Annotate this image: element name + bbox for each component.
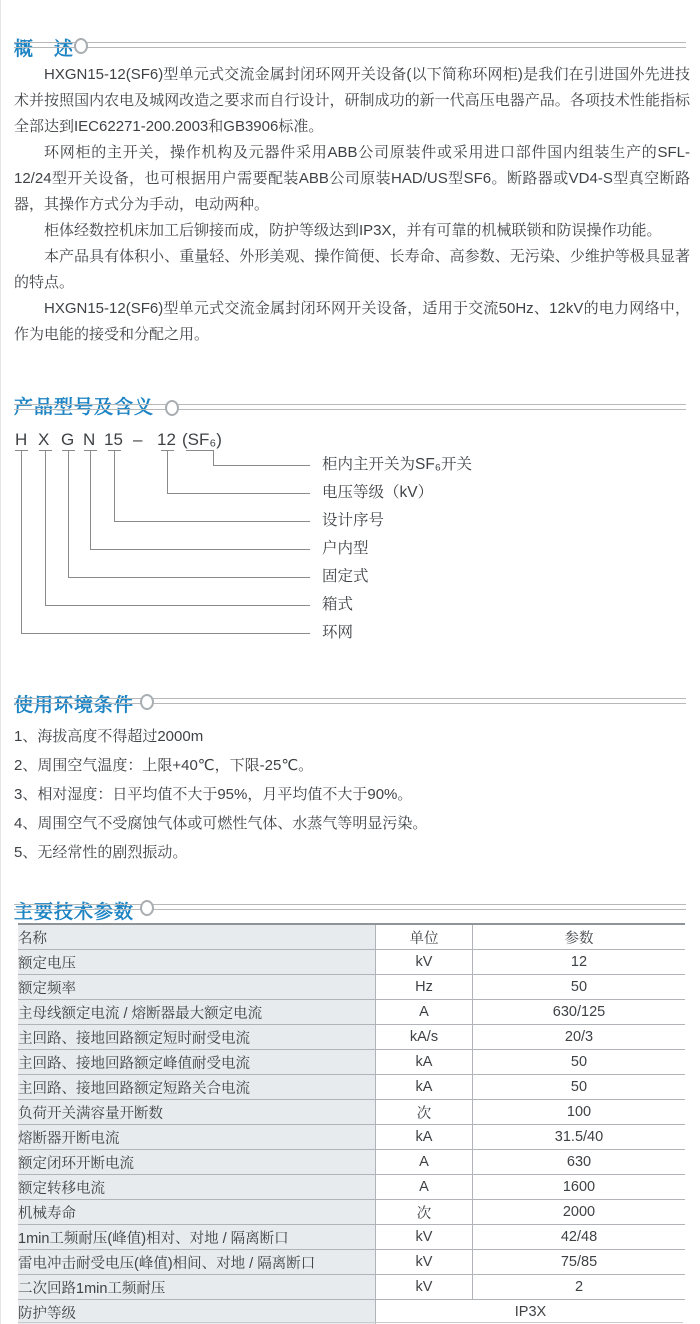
model-meaning-label: 设计序号 [322, 512, 385, 529]
param-value: 50 [473, 975, 686, 1000]
table-row-protection [18, 1300, 685, 1324]
parameters-section-title: 主要技术参数 [14, 901, 135, 923]
param-unit: kV [376, 950, 473, 975]
param-value: 1600 [473, 1175, 686, 1200]
param-name: 主回路、接地回路额定短路关合电流 [18, 1075, 376, 1100]
section-divider [14, 42, 686, 48]
param-value: 2000 [473, 1200, 686, 1225]
model-meaning-label: 固定式 [322, 568, 369, 585]
model-code-part: N [83, 430, 96, 449]
section-divider [14, 698, 686, 704]
param-name: 主回路、接地回路额定峰值耐受电流 [18, 1050, 376, 1075]
env-list-item: 4、周围空气不受腐蚀气体或可燃性气体、水蒸气等明显污染。 [14, 815, 428, 832]
divider-node-circle [165, 400, 179, 416]
env-list-item: 1、海拔高度不得超过2000m [14, 728, 204, 745]
param-name: 二次回路1min工频耐压 [18, 1275, 376, 1300]
paragraph: HXGN15-12(SF6)型单元式交流金属封闭环网开关设备(以下简称环网柜)是我们在引进国外先进技术并按照国内农电及城网改造之要求而自行设计，研制成功的新一代高压电器产品。各项技术性能指标全部达到IEC62271-200.2003和GB3906标准。 [14, 66, 690, 135]
model-meaning-label: 箱式 [322, 596, 354, 613]
param-unit: A [376, 1175, 473, 1200]
paragraph: 本产品具有体积小、重量轻、外形美观、操作简便、长寿命、高参数、无污染、少维护等极具显著的特点。 [14, 248, 690, 291]
param-value: 50 [473, 1050, 686, 1075]
table-row [18, 1150, 685, 1175]
param-unit: kV [376, 1225, 473, 1250]
model-code-part: 15 [104, 430, 123, 449]
connector-line [114, 521, 310, 522]
param-value: 75/85 [473, 1250, 686, 1275]
table-row [18, 1275, 685, 1300]
divider-node-circle [140, 900, 154, 916]
connector-line [68, 451, 69, 577]
param-name: 熔断器开断电流 [18, 1125, 376, 1150]
table-row [18, 1000, 685, 1025]
param-unit: 次 [376, 1200, 473, 1225]
connector-line [90, 451, 91, 549]
section-divider [14, 404, 686, 410]
environment-list [14, 722, 690, 867]
param-name: 额定电压 [18, 950, 376, 975]
model-code-part: X [38, 430, 50, 449]
param-value: 12 [473, 950, 686, 975]
model-meaning-label: 户内型 [322, 540, 369, 557]
connector-line [167, 493, 310, 494]
param-value: 42/48 [473, 1225, 686, 1250]
param-unit: kA [376, 1050, 473, 1075]
param-value: 630 [473, 1150, 686, 1175]
connector-line [90, 549, 310, 550]
connector-line [167, 451, 168, 493]
table-row [18, 1050, 685, 1075]
param-name: 防护等级 [18, 1300, 376, 1324]
overview-section-title: 概 述 [14, 38, 75, 60]
connector-line [114, 451, 115, 521]
param-name: 额定频率 [18, 975, 376, 1000]
param-value: 50 [473, 1075, 686, 1100]
model-meaning-label: 电压等级（kV） [322, 484, 434, 501]
param-unit: kA [376, 1125, 473, 1150]
env-list-item: 3、相对湿度：日平均值不大于95%，月平均值不大于90%。 [14, 786, 413, 803]
param-unit: Hz [376, 975, 473, 1000]
paragraph: HXGN15-12(SF6)型单元式交流金属封闭环网开关设备，适用于交流50Hz、12kV的电力网络中，作为电能的接受和分配之用。 [14, 300, 690, 343]
param-name: 主母线额定电流 / 熔断器最大额定电流 [18, 1000, 376, 1025]
param-value: 100 [473, 1100, 686, 1125]
parameters-table [18, 923, 685, 1324]
header-name: 名称 [18, 924, 376, 950]
connector-line [45, 451, 46, 605]
param-unit: kV [376, 1275, 473, 1300]
table-row [18, 1025, 685, 1050]
connector-line [213, 451, 214, 465]
connector-line [68, 577, 310, 578]
table-row [18, 950, 685, 975]
header-unit: 单位 [376, 924, 473, 950]
table-row [18, 1125, 685, 1150]
divider-node-circle [74, 38, 88, 54]
param-unit: kA [376, 1075, 473, 1100]
model-section-title: 产品型号及含义 [14, 396, 155, 418]
table-row [18, 1075, 685, 1100]
param-name: 负荷开关满容量开断数 [18, 1100, 376, 1125]
table-row [18, 975, 685, 1000]
table-row [18, 1200, 685, 1225]
paragraph: 柜体经数控机床加工后铆接而成，防护等级达到IP3X，并有可靠的机械联锁和防误操作功能。 [44, 222, 662, 239]
model-code-part: G [61, 430, 75, 449]
connector-line [21, 451, 22, 633]
table-row [18, 1225, 685, 1250]
env-list-item: 2、周围空气温度：上限+40℃，下限-25℃。 [14, 757, 314, 774]
model-code-part: 12 [157, 430, 176, 449]
table-row [18, 1175, 685, 1200]
param-value: 2 [473, 1275, 686, 1300]
header-value: 参数 [473, 924, 686, 950]
env-list-item: 5、无经常性的剧烈振动。 [14, 844, 188, 861]
param-value: 630/125 [473, 1000, 686, 1025]
model-meaning-label: 环网 [322, 624, 354, 641]
param-name: 机械寿命 [18, 1200, 376, 1225]
param-name: 主回路、接地回路额定短时耐受电流 [18, 1025, 376, 1050]
connector-line [45, 605, 310, 606]
model-code-part: (SF₆) [182, 430, 222, 449]
divider-node-circle [140, 694, 154, 710]
section-divider [14, 904, 686, 910]
param-value: 31.5/40 [473, 1125, 686, 1150]
table-bottom-line [18, 1322, 683, 1323]
connector-line [21, 633, 310, 634]
model-code-part: – [133, 430, 143, 449]
param-unit: kV [376, 1250, 473, 1275]
param-value: IP3X [376, 1300, 686, 1324]
param-name: 雷电冲击耐受电压(峰值)相间、对地 / 隔离断口 [18, 1250, 376, 1275]
table-header-row [18, 924, 685, 950]
table-row [18, 1250, 685, 1275]
connector-line [213, 465, 310, 466]
param-unit: kA/s [376, 1025, 473, 1050]
paragraph: 环网柜的主开关，操作机构及元器件采用ABB公司原装件或采用进口部件国内组装生产的SFL-12/24型开关设备，也可根据用户需要配装ABB公司原装HAD/US型SF6。断路器或VD4-S型真空断路器，其操作方式分为手动，电动两种。 [14, 144, 690, 213]
param-name: 1min工频耐压(峰值)相对、对地 / 隔离断口 [18, 1225, 376, 1250]
environment-section-title: 使用环境条件 [14, 694, 135, 716]
param-name: 额定闭环开断电流 [18, 1150, 376, 1175]
connector-tbar [186, 450, 214, 451]
model-meaning-label: 柜内主开关为SF₆开关 [322, 456, 473, 473]
param-unit: 次 [376, 1100, 473, 1125]
model-code-part: H [15, 430, 28, 449]
model-code-diagram [0, 428, 700, 644]
param-value: 20/3 [473, 1025, 686, 1050]
overview-paragraphs [14, 62, 690, 348]
param-unit: A [376, 1150, 473, 1175]
table-row [18, 1100, 685, 1125]
param-name: 额定转移电流 [18, 1175, 376, 1200]
param-unit: A [376, 1000, 473, 1025]
